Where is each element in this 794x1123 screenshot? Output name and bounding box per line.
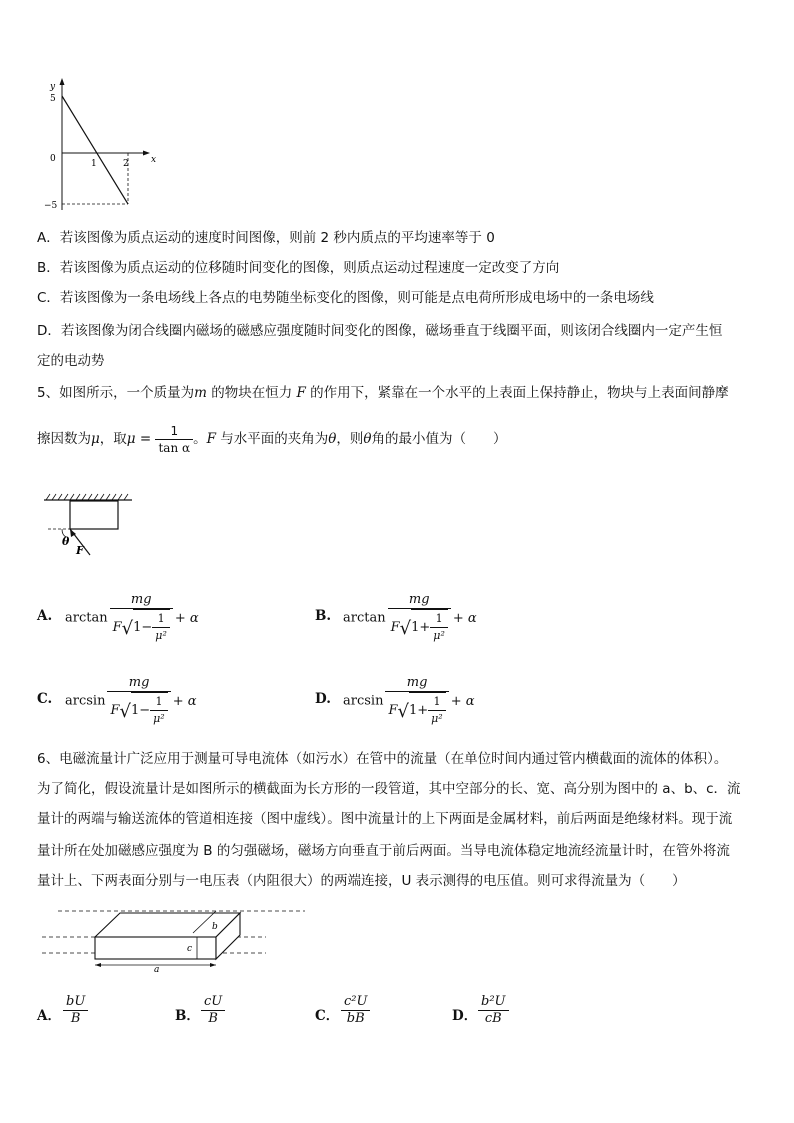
q5-mu-eq: μ = <box>126 431 152 447</box>
q6-option-label: D． <box>452 1008 478 1024</box>
q5-option-label: C. <box>37 691 53 707</box>
formula-one: 1 <box>133 620 142 635</box>
formula-sign: − <box>139 703 151 718</box>
formula-fraction <box>107 675 170 727</box>
q6-line3: 量计的两端与输送流体的管道相连接（图中虚线）。图中流量计的上下两面是金属材料，前后两面是绝缘材料。现于流 <box>37 811 733 827</box>
q5-line2-a: 擦因数为 <box>37 431 91 447</box>
q5-line2-d: 与水平面的夹角为 <box>215 431 329 447</box>
formula-inner-frac <box>150 694 168 727</box>
q4-option-d-line2: 定的电动势 <box>37 353 105 369</box>
formula-den <box>385 692 448 727</box>
q5-mu: μ <box>91 431 100 447</box>
sqrt-icon: √ <box>119 701 131 722</box>
formula-sign: + <box>417 703 429 718</box>
q5-line2-f: 角的最小值为（ ） <box>371 431 507 447</box>
block-force-figure <box>40 492 140 562</box>
q5-option-label: B. <box>315 608 332 624</box>
formula-func: arctan <box>343 610 386 626</box>
formula-inner-num: 1 <box>430 611 448 628</box>
q6-option-formula <box>63 994 88 1027</box>
formula-den-F: F <box>390 620 400 635</box>
dim-a-arrow-left-icon <box>95 963 101 967</box>
formula-tail: + α <box>450 693 475 709</box>
q5-m: m <box>194 385 207 401</box>
q5-theta: θ <box>328 431 337 447</box>
box-top-face <box>95 913 240 937</box>
formula-fraction <box>385 675 448 727</box>
formula-inner-frac <box>430 611 448 644</box>
q6-den: bB <box>346 1011 365 1026</box>
q6-line2: 为了简化，假设流量计是如图所示的横截面为长方形的一段管道，其中空部分的长、宽、高分别为图中的 a、b、c．流 <box>37 781 741 797</box>
q5-line2-e: ，则 <box>336 431 364 447</box>
formula-fraction <box>388 592 451 644</box>
q6-option-label: C． <box>315 1008 340 1024</box>
formula-den-F: F <box>110 703 120 718</box>
q5-line2-b: ，取 <box>99 431 127 447</box>
x-axis-label: x <box>151 155 157 165</box>
q6-option-formula <box>201 994 225 1027</box>
q6-den: B <box>208 1011 218 1026</box>
q5-line1-c: 的作用下，紧靠在一个水平的上表面上保持静止，物块与上表面间静摩 <box>305 385 729 401</box>
q4-option-c: C．若该图像为一条电场线上各点的电势随坐标变化的图像，则可能是点电荷所形成电场中的一条电场线 <box>37 290 654 306</box>
x-tick-1: 1 <box>91 159 97 169</box>
q6-num: c²U <box>341 994 370 1011</box>
q6-option-label: A． <box>37 1008 61 1024</box>
formula-inner-den: μ² <box>431 712 443 725</box>
q6-fraction <box>63 994 88 1027</box>
q5-option-formula <box>65 592 199 644</box>
formula-num: mg <box>110 592 173 609</box>
q6-den: cB <box>484 1011 502 1026</box>
formula-func: arcsin <box>343 693 384 709</box>
formula-inner-frac <box>428 694 446 727</box>
q5-line1-a: 5、如图所示，一个质量为 <box>37 385 195 401</box>
formula-inner-den: μ² <box>155 629 167 642</box>
formula-inner-num: 1 <box>428 694 446 711</box>
q5-line2-c: 。 <box>193 431 207 447</box>
formula-den <box>110 609 173 644</box>
fig-a-label: a <box>154 965 160 973</box>
q5-line1-b: 的物块在恒力 <box>206 385 293 401</box>
formula-tail: + α <box>172 693 197 709</box>
formula-den <box>388 609 451 644</box>
q6-option-formula <box>341 994 370 1027</box>
fig-c-label: c <box>187 944 193 954</box>
q6-line4: 量计所在处加磁感应强度为 B 的匀强磁场，磁场方向垂直于前后两面。当导电流体稳定地流经流量计时，在管外将流 <box>37 843 730 859</box>
q4-option-d-line1: D．若该图像为闭合线圈内磁场的磁感应强度随时间变化的图像，磁场垂直于线圈平面，则该闭合线圈内一定产生恒 <box>37 323 723 339</box>
q6-den: B <box>70 1011 81 1026</box>
formula-tail: + α <box>452 610 477 626</box>
x-axis-arrow-icon <box>143 151 150 156</box>
fig-F-label: F <box>76 544 84 557</box>
fig-b-label: b <box>212 922 218 932</box>
y-tick-bottom: −5 <box>44 201 58 211</box>
formula-inner-den: μ² <box>153 712 165 725</box>
formula-inner-num: 1 <box>152 611 170 628</box>
q5-mu-fraction <box>155 423 193 456</box>
q5-option-label: D. <box>315 691 331 707</box>
q5-theta2: θ <box>363 431 372 447</box>
formula-den-F: F <box>112 620 122 635</box>
q4-option-a: A．若该图像为质点运动的速度时间图像，则前 2 秒内质点的平均速率等于 0 <box>37 230 495 246</box>
line-graph-figure <box>40 75 170 220</box>
box-front-face <box>95 937 216 959</box>
q6-fraction <box>341 994 370 1027</box>
formula-num: mg <box>388 592 451 609</box>
formula-tail: + α <box>174 610 199 626</box>
formula-den-F: F <box>388 703 398 718</box>
formula-sign: − <box>141 620 153 635</box>
formula-inner-den: μ² <box>433 629 445 642</box>
q6-option-formula <box>478 994 509 1027</box>
y-axis-label: y <box>50 82 56 92</box>
ceiling-hatch <box>46 494 128 500</box>
q5-F: F <box>296 385 306 401</box>
q5-option-formula <box>65 675 197 727</box>
q4-option-b: B．若该图像为质点运动的位移随时间变化的图像，则质点运动过程速度一定改变了方向 <box>37 260 560 276</box>
block <box>70 501 118 529</box>
q6-option-label: B． <box>175 1008 200 1024</box>
formula-den <box>107 692 170 727</box>
y-tick-top: 5 <box>50 94 56 104</box>
formula-inner-frac <box>152 611 170 644</box>
q6-line5: 量计上、下两表面分别与一电压表（内阻很大）的两端连接，U 表示测得的电压值。则可求得流量为（ ） <box>37 873 686 889</box>
formula-one: 1 <box>408 703 418 718</box>
q6-num: b²U <box>478 994 509 1011</box>
formula-one: 1 <box>411 620 420 635</box>
formula-one: 1 <box>130 703 140 718</box>
x-tick-2: 2 <box>123 159 129 169</box>
q5-line1 <box>37 384 729 402</box>
q6-num: cU <box>201 994 225 1011</box>
q5-frac-den: tan α <box>158 440 191 455</box>
sqrt-icon: √ <box>397 701 409 722</box>
formula-num: mg <box>107 675 170 692</box>
q5-line2 <box>37 422 507 456</box>
q6-num: bU <box>63 994 88 1011</box>
formula-num: mg <box>385 675 448 692</box>
q6-fraction <box>478 994 509 1027</box>
q5-option-formula <box>343 675 475 727</box>
formula-func: arctan <box>65 610 108 626</box>
formula-func: arcsin <box>65 693 106 709</box>
sqrt-icon: √ <box>121 618 134 639</box>
fig-theta-label: θ <box>62 535 70 548</box>
dim-a-arrow-right-icon <box>210 963 216 967</box>
formula-inner-num: 1 <box>150 694 168 711</box>
q5-option-formula <box>343 592 477 644</box>
q6-line1: 6、电磁流量计广泛应用于测量可导电流体（如污水）在管中的流量（在单位时间内通过管内横截面的流体的体积）。 <box>37 751 728 767</box>
q5-option-label: A. <box>37 608 53 624</box>
q5-F2: F <box>206 431 216 447</box>
sqrt-icon: √ <box>399 618 412 639</box>
q5-frac-num: 1 <box>155 423 193 440</box>
origin-label: 0 <box>50 154 56 164</box>
y-axis-arrow-icon <box>60 78 65 85</box>
formula-sign: + <box>419 620 431 635</box>
formula-fraction <box>110 592 173 644</box>
q6-fraction <box>201 994 225 1027</box>
graph-line <box>62 96 128 204</box>
flowmeter-figure <box>40 903 310 973</box>
